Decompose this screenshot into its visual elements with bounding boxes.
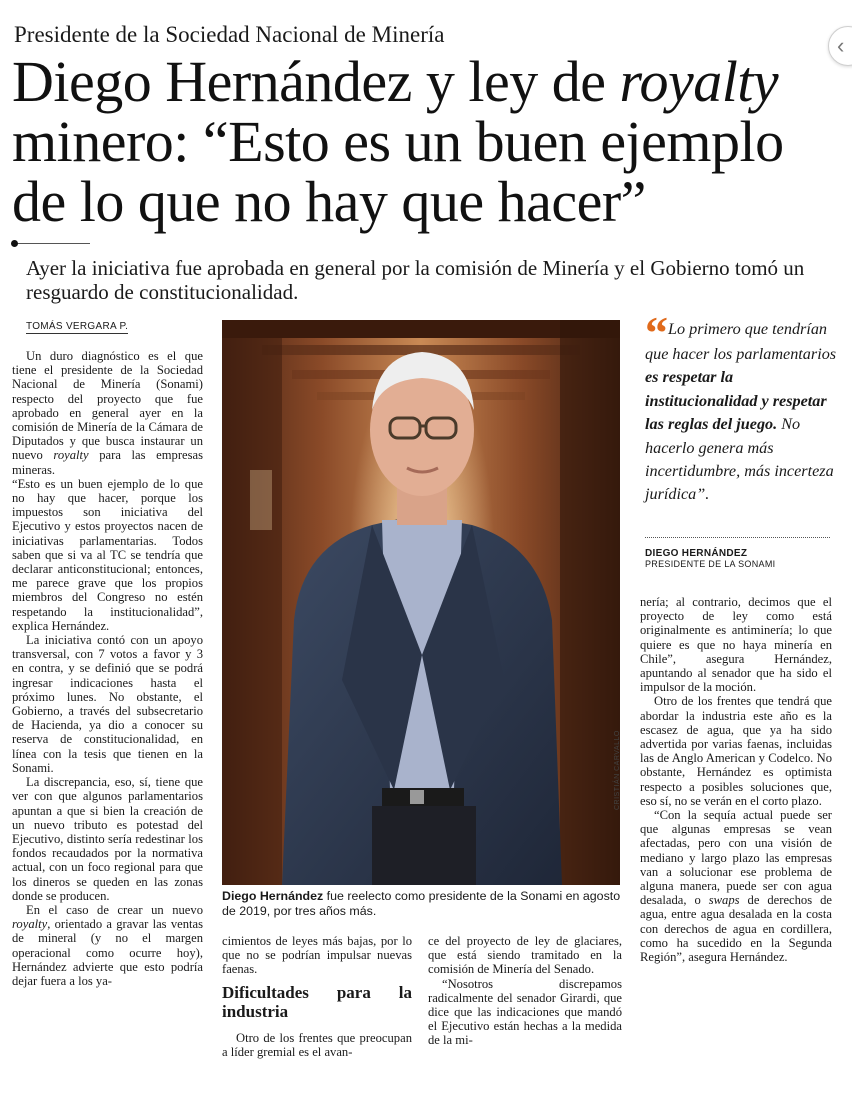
col1-paragraph-4: La discrepancia, eso, sí, tiene que ver con que algunos parlamentarios apuntan a que si bien la creación de un nuevo tributo es potestad del Ejecutivo, distinto sería redestinar los fondos recaudados por la normativa actual, con un foco regional para que los dineros se queden en las zonas donde se producen. <box>12 775 203 903</box>
column-1 <box>12 349 203 988</box>
col1-paragraph-1: Un duro diagnóstico es el que tiene el presidente de la Sociedad Nacional de Minería (Sonami) respecto del proyecto que fue aprobado en general ayer en la comisión de Minería de la Cámara de Diputados y que busca instaurar un nuevo royalty para las empresas mineras. <box>12 349 203 477</box>
headline-italic: royalty <box>619 49 779 114</box>
col1-paragraph-2: “Esto es un buen ejemplo de lo que no hay que hacer, porque los impuestos son iniciativa del Ejecutivo y estos proyectos nacen de iniciativas parlamentarias. Todos saben que si va al TC se tendría que declarar anticonstitucional; entonces, me parece grave que los propios miembros del Congreso no estén respetando la institucionalidad”, explica Hernández. <box>12 476 203 633</box>
col4-paragraph-2: Otro de los frentes que tendrá que abordar la industria este año es la escasez de agua, que ya ha sido advertida por varias faenas, incluidas las de Anglo American y Codelco. No obstante, Hernández es optimista respecto a posibles soluciones que, eso sí, no se verán en el corto plazo. <box>640 694 832 808</box>
caption-name: Diego Hernández <box>222 889 324 903</box>
caption-text: fue reelecto como presidente de la Sonami en agosto de 2019, por tres años más. <box>222 889 621 918</box>
pull-quote-name: DIEGO HERNÁNDEZ <box>645 548 748 559</box>
col3-paragraph-1: ce del proyecto de ley de glaciares, que está siendo tramitado en la comisión de Minería del Senado. <box>428 934 622 977</box>
column-4 <box>640 595 832 964</box>
byline: TOMÁS VERGARA P. <box>26 321 129 332</box>
photo-caption <box>222 889 622 919</box>
headline-rule <box>14 243 90 244</box>
headline <box>12 49 842 234</box>
quote-mark-icon: “ <box>645 307 662 358</box>
chevron-left-icon: ‹ <box>837 33 845 58</box>
col1-paragraph-5: En el caso de crear un nuevo royalty, orientado a gravar las ventas de mineral (y no el margen operacional como ocurre hoy), Hernández advierte que esto podría dejar fuera a los ya- <box>12 902 203 988</box>
portrait-photo <box>222 320 620 885</box>
col2-paragraph-2: Otro de los frentes que preocupan a líder gremial es el avan- <box>222 1030 412 1059</box>
col1-paragraph-3: La iniciativa contó con un apoyo transversal, con 7 votos a favor y 3 en contra, y se definió que se podrá ingresar indicaciones hasta el próximo lunes. No obstante, el Gobierno, a través del subsecretario de Hacienda, ya dio a conocer su reserva de constitucionalidad, en línea con la tesis que tienen en la Sonami. <box>12 633 203 775</box>
col4-paragraph-3: “Con la sequía actual puede ser que algunas empresas se vean afectadas, pero con una visión de mediano y largo plazo las empresas van a solucionar ese problema de alguna manera, puede ser con agua desalada, o swaps de derechos de agua, entre agua desalada en la costa con derechos de agua en cordillera, como ha sucedido en la Segunda Región”, asegura Hernández. <box>640 808 832 965</box>
column-3 <box>428 934 622 1048</box>
col4-paragraph-1: nería; al contrario, decimos que el proyecto de ley como está originalmente es antiminería; lo que quiere es que no haya minería en Chile”, asegura Hernández, apuntando al senador que ha sido el impulsor de la moción. <box>640 595 832 695</box>
photo-credit: CRISTIÁN CARVALLO <box>614 730 621 810</box>
column-2 <box>222 934 412 1059</box>
portrait-illustration <box>222 320 620 885</box>
col3-paragraph-2: “Nosotros discrepamos radicalmente del senador Girardi, que dice que las indicaciones que mandó el Ejecutivo están hechas a la medida de la mi- <box>428 976 622 1048</box>
pull-quote: “ Lo primero que tendrían que hacer los parlamentarios es respetar la institucionalidad y respetar las reglas del juego. No hacerlo genera más incertidumbre, más incerteza jurídica”. <box>645 307 837 504</box>
kicker: Presidente de la Sociedad Nacional de Minería <box>14 22 445 47</box>
col2-paragraph-1: cimientos de leyes más bajas, por lo que no se podrían impulsar nuevas faenas. <box>222 934 412 977</box>
pull-quote-role: PRESIDENTE DE LA SONAMI <box>645 559 776 569</box>
pull-quote-separator <box>645 537 830 538</box>
section-subhead: Dificultades para la industria <box>222 982 412 1021</box>
deck: Ayer la iniciativa fue aprobada en general por la comisión de Minería y el Gobierno tomó un resguardo de constitucionalidad. <box>26 256 805 304</box>
headline-part-2: minero: “Esto es un buen ejemplo de lo que no hay que hacer” <box>12 109 784 234</box>
headline-part-1: Diego Hernández y ley de <box>12 49 620 114</box>
